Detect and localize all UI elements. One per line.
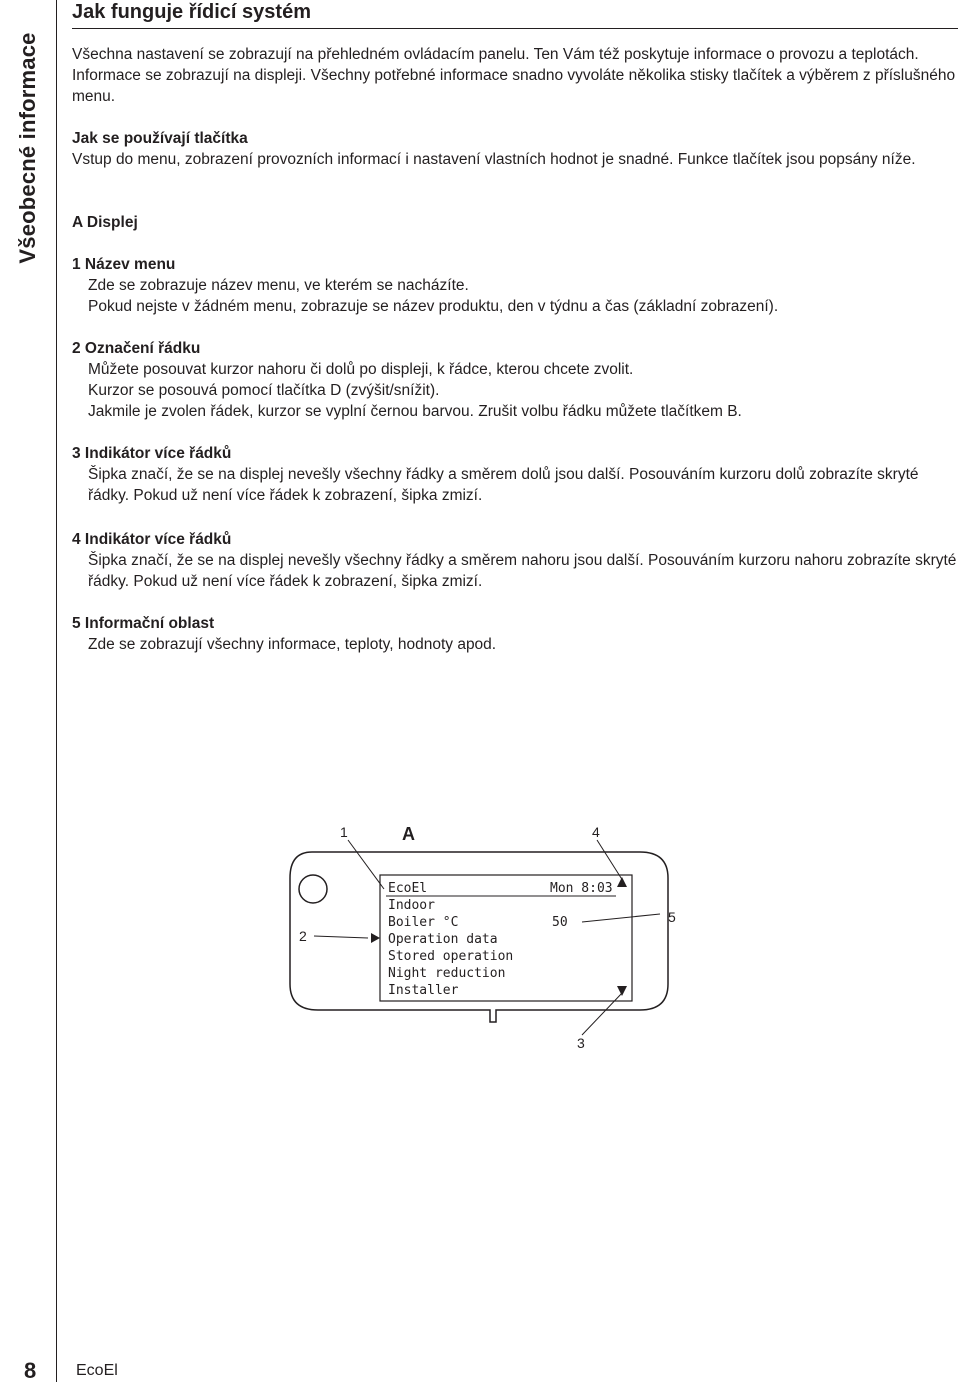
display-row: Stored operation bbox=[388, 949, 514, 964]
callout-label-2: 2 bbox=[299, 928, 307, 944]
callout-line-4 bbox=[597, 840, 623, 881]
callout-label-1: 1 bbox=[340, 824, 348, 840]
callout-label-3: 3 bbox=[577, 1035, 585, 1051]
item-row-marker bbox=[72, 338, 958, 422]
scroll-up-arrow-icon bbox=[617, 877, 627, 887]
item-line: Jakmile je zvolen řádek, kurzor se vyplní černou barvou. Zrušit volbu řádku můžete tlačítkem B. bbox=[88, 403, 742, 420]
item-heading: 4 Indikátor více řádků bbox=[72, 531, 232, 548]
display-row: Installer bbox=[388, 983, 459, 998]
item-info-area bbox=[72, 613, 958, 655]
display-row: Operation data bbox=[388, 932, 498, 947]
sidebar bbox=[0, 0, 57, 1382]
row-cursor-icon bbox=[371, 933, 380, 943]
item-line: Kurzor se posouvá pomocí tlačítka D (zvýšit/snížit). bbox=[88, 382, 440, 399]
round-button-icon bbox=[299, 875, 327, 903]
panel-outline bbox=[290, 852, 668, 1022]
page-number: 8 bbox=[24, 1358, 37, 1383]
intro-paragraph: Všechna nastavení se zobrazují na přehledném ovládacím panelu. Ten Vám též poskytuje informace o provozu a teplotách. Informace se zobrazují na displeji. Všechny potřebné informace snadno vyvoláte několika stisky tlačítek a výběrem z příslušného menu. bbox=[72, 46, 956, 105]
display-row: Night reduction bbox=[388, 966, 506, 981]
callout-label-5: 5 bbox=[668, 909, 676, 925]
scroll-down-arrow-icon bbox=[617, 986, 627, 996]
display-header-left: EcoEl bbox=[388, 881, 428, 896]
item-heading: 2 Označení řádku bbox=[72, 340, 201, 357]
item-line: Pokud nejste v žádném menu, zobrazuje se název produktu, den v týdnu a čas (základní zobrazení). bbox=[88, 298, 779, 315]
display-header-right: Mon 8:03 bbox=[550, 881, 613, 896]
page-title: Jak funguje řídicí systém bbox=[72, 0, 958, 29]
callout-line-5 bbox=[582, 914, 660, 922]
display-row: Boiler °C bbox=[388, 915, 459, 930]
item-heading: 1 Název menu bbox=[72, 256, 176, 273]
item-line: Šipka značí, že se na displej nevešly všechny řádky a směrem nahoru jsou další. Posouváním kurzoru nahoru zobrazíte skryté řádky. Pokud už není více řádek k zobrazení, šipka zmizí. bbox=[88, 552, 957, 590]
item-line: Zde se zobrazuje název menu, ve kterém se nacházíte. bbox=[88, 277, 469, 294]
item-heading: 3 Indikátor více řádků bbox=[72, 445, 232, 462]
item-line: Můžete posouvat kurzor nahoru či dolů po displeji, k řádce, kterou chcete zvolit. bbox=[88, 361, 634, 378]
display-heading: A Displej bbox=[72, 214, 138, 231]
buttons-paragraph: Vstup do menu, zobrazení provozních informací i nastavení vlastních hodnot je snadné. Funkce tlačítek jsou popsány níže. bbox=[72, 151, 916, 168]
item-more-rows-up bbox=[72, 529, 958, 592]
section-title: Všeobecné informace bbox=[15, 32, 40, 264]
figure-label-a: A bbox=[402, 824, 415, 844]
display-screen bbox=[380, 875, 632, 1001]
item-line: Šipka značí, že se na displej nevešly všechny řádky a směrem dolů jsou další. Posouváním kurzoru dolů zobrazíte skryté řádky. Pokud už není více řádek k zobrazení, šipka zmizí. bbox=[88, 466, 919, 504]
display-row: Indoor bbox=[388, 898, 435, 913]
item-menu-name bbox=[72, 254, 958, 317]
buttons-heading: Jak se používají tlačítka bbox=[72, 130, 248, 147]
display-row-value: 50 bbox=[552, 915, 568, 930]
content bbox=[72, 0, 958, 653]
item-heading: 5 Informační oblast bbox=[72, 615, 215, 632]
callout-label-4: 4 bbox=[592, 824, 600, 840]
callout-line-2 bbox=[314, 936, 368, 938]
item-more-rows-down bbox=[72, 443, 958, 506]
footer-product-name: EcoEl bbox=[76, 1362, 118, 1379]
callout-line-3 bbox=[582, 992, 623, 1035]
item-line: Zde se zobrazují všechny informace, teploty, hodnoty apod. bbox=[88, 636, 497, 653]
callout-line-1 bbox=[348, 840, 384, 889]
